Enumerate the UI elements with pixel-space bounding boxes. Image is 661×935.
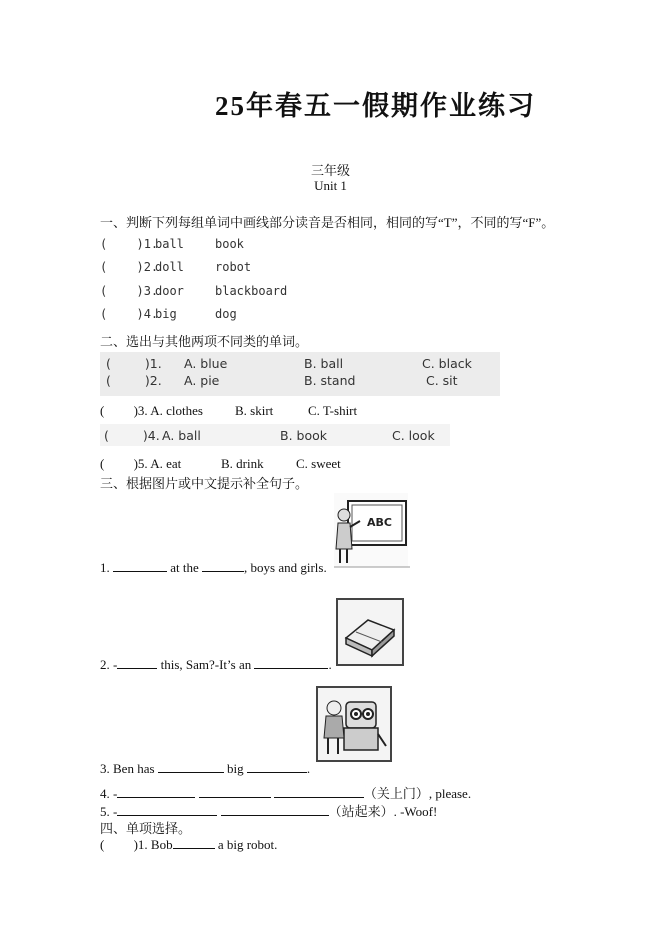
s2-item-3 <box>100 403 358 419</box>
teacher-blackboard-image <box>334 493 408 567</box>
unit-label: Unit 1 <box>314 178 347 193</box>
option-c: C. sit <box>426 373 458 388</box>
section2-heading: 二、选出与其他两项不同类的单词。 <box>100 334 309 349</box>
paren: ( <box>106 356 111 371</box>
paren: ( <box>100 237 108 251</box>
s4-q1 <box>100 836 277 853</box>
robot-image <box>316 686 392 762</box>
paren: ( <box>100 284 108 298</box>
paren: ( <box>100 403 105 418</box>
board-text: ABC <box>367 516 392 529</box>
word-2: dog <box>215 307 237 321</box>
question-text: big <box>227 761 244 776</box>
s2-item-5 <box>100 456 341 472</box>
option-b: B. ball <box>304 356 344 371</box>
option-b: B. book <box>280 428 327 443</box>
s3-q4 <box>100 783 471 802</box>
s3-q3 <box>100 760 310 777</box>
item-number: )4. <box>136 307 159 321</box>
question-number: 3. Ben has <box>100 761 155 776</box>
answer-blank[interactable] <box>254 656 328 669</box>
answer-blank[interactable] <box>117 803 217 816</box>
paren: ( <box>100 307 108 321</box>
question-number: 1. <box>100 560 110 575</box>
item-number: )3. <box>133 403 148 418</box>
option-b: B. drink <box>221 456 264 471</box>
item-number: )4. <box>142 428 160 443</box>
s3-q2 <box>100 656 332 673</box>
word-2: blackboard <box>215 284 288 298</box>
item-number: )3. <box>136 284 159 298</box>
option-b: B. stand <box>304 373 356 388</box>
question-text: at the <box>170 560 199 575</box>
word-2: book <box>215 237 244 251</box>
s1-item-4 <box>100 307 237 321</box>
s1-item-2 <box>100 260 252 274</box>
option-a: A. clothes <box>150 403 203 418</box>
option-a: A. pie <box>184 373 220 388</box>
question-number: 4. - <box>100 786 118 801</box>
grade-label: 三年级 <box>310 163 350 178</box>
question-text: , boys and girls. <box>244 560 327 575</box>
s2-item-4 <box>104 428 435 443</box>
question-text: a big robot. <box>217 837 278 852</box>
answer-blank[interactable] <box>202 559 244 572</box>
paren: ( <box>106 373 111 388</box>
s2-item-1 <box>106 356 472 371</box>
question-hint: （站起来）. -Woof! <box>328 804 438 819</box>
question-text: . <box>328 657 332 672</box>
s1-item-1 <box>100 237 244 251</box>
answer-blank[interactable] <box>274 785 364 798</box>
answer-blank[interactable] <box>247 760 307 773</box>
answer-blank[interactable] <box>113 559 167 572</box>
question-text: this, Sam?-It’s an <box>160 657 252 672</box>
section3-heading: 三、根据图片或中文提示补全句子。 <box>100 476 309 491</box>
answer-blank[interactable] <box>199 785 271 798</box>
paren: ( <box>100 260 108 274</box>
question-hint: （关上门）, please. <box>363 786 472 801</box>
s3-q1 <box>100 559 327 576</box>
eraser-image <box>336 598 404 666</box>
section4-heading: 四、单项选择。 <box>100 821 192 836</box>
answer-blank[interactable] <box>221 803 329 816</box>
question-number: 2. - <box>100 657 118 672</box>
s2-item-2 <box>106 373 458 388</box>
page-title: 25年春五一假期作业练习 <box>215 91 536 121</box>
paren: ( <box>100 837 105 852</box>
word-1: big <box>155 307 177 321</box>
section1-heading: 一、判断下列每组单词中画线部分读音是否相同，相同的写“T”，不同的写“F”。 <box>100 215 555 230</box>
item-number: )1. <box>136 237 159 251</box>
item-number: )1. <box>144 356 162 371</box>
option-c: C. black <box>422 356 472 371</box>
word-1: ball <box>155 237 184 251</box>
question-text: . <box>306 761 311 776</box>
option-a: A. eat <box>150 456 182 471</box>
option-c: C. sweet <box>296 456 341 471</box>
question-text: )1. Bob <box>133 837 173 852</box>
item-number: )5. <box>133 456 148 471</box>
option-a: A. blue <box>184 356 228 371</box>
answer-blank[interactable] <box>117 656 157 669</box>
answer-blank[interactable] <box>117 785 195 798</box>
item-number: )2. <box>136 260 159 274</box>
paren: ( <box>100 456 105 471</box>
option-b: B. skirt <box>235 403 274 418</box>
option-a: A. ball <box>162 428 201 443</box>
answer-blank[interactable] <box>158 760 224 773</box>
s1-item-3 <box>100 284 288 298</box>
option-c: C. look <box>392 428 435 443</box>
answer-blank[interactable] <box>173 836 215 849</box>
option-c: C. T-shirt <box>308 403 358 418</box>
word-2: robot <box>215 260 252 274</box>
item-number: )2. <box>144 373 162 388</box>
paren: ( <box>104 428 109 443</box>
word-1: doll <box>155 260 184 274</box>
word-1: door <box>155 284 184 298</box>
question-number: 5. - <box>100 804 118 819</box>
